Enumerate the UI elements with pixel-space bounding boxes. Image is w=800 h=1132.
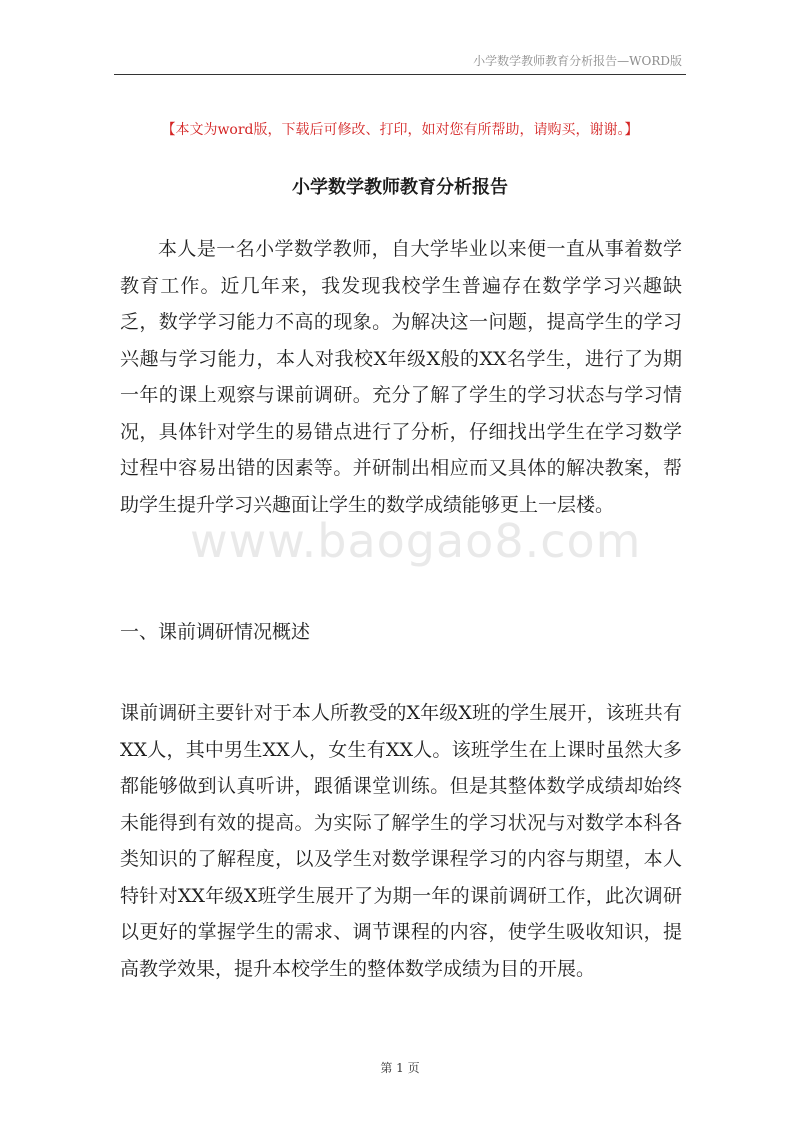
document-title: 小学数学教师教育分析报告 <box>292 177 508 198</box>
section-paragraph: 课前调研主要针对于本人所教受的X年级X班的学生展开，该班共有XX人，其中男生XX人，女生有XX人。该班学生在上课时虽然大多都能够做到认真听讲，跟循课堂训练。但是其整体数学成绩却始终未能得到有效的提高。为实际了解学生的学习状况与对数学本科各类知识的了解程度，以及学生对数学课程学习的内容与期望，本人特针对XX年级X班学生展开了为期一年的课前调研工作，此次调研以更好的掌握学生的需求、调节课程的内容，使学生吸收知识，提高教学效果，提升本校学生的整体数学成绩为目的开展。 <box>120 702 682 980</box>
download-notice: 【本文为word版，下载后可修改、打印，如对您有所帮助，请购买，谢谢。】 <box>161 122 639 138</box>
section-heading: 一、课前调研情况概述 <box>120 621 311 643</box>
page-number: 第 1 页 <box>380 1061 420 1075</box>
intro-paragraph: 本人是一名小学数学教师，自大学毕业以来便一直从事着数学教育工作。近几年来，我发现我校学生普遍存在数学学习兴趣缺乏，数学学习能力不高的现象。为解决这一问题，提高学生的学习兴趣与学习能力，本人对我校X年级X般的XX名学生，进行了为期一年的课上观察与课前调研。充分了解了学生的学习状态与学习情况，具体针对学生的易错点进行了分析，仔细找出学生在学习数学过程中容易出错的因素等。并研制出相应而又具体的解决教案，帮助学生提升学习兴趣面让学生的数学成绩能够更上一层楼。 <box>120 238 682 516</box>
running-header: 小学数学教师教育分析报告—WORD版 <box>473 54 682 68</box>
site-watermark: www.baogao8.com <box>190 514 642 568</box>
header-divider <box>114 74 686 75</box>
